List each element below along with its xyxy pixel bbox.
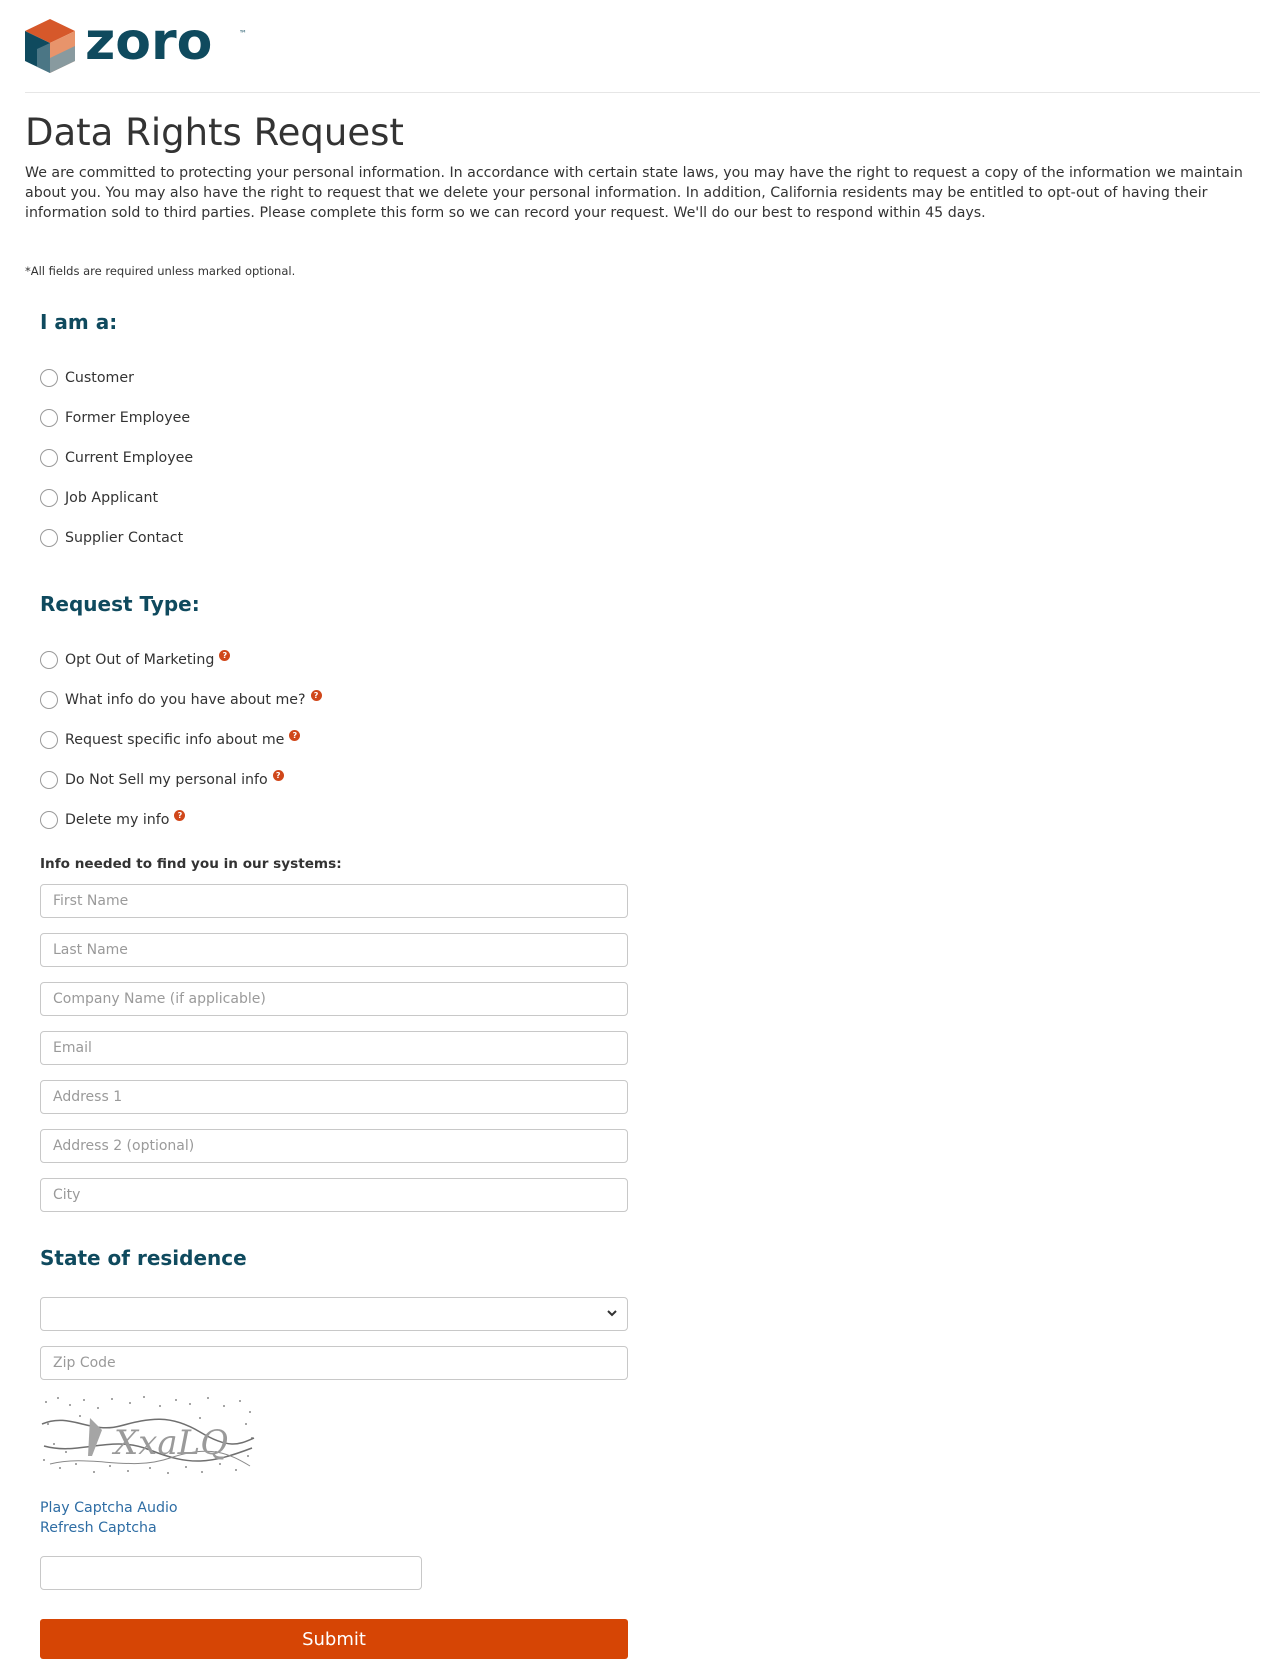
radio-label: Delete my info: [65, 812, 170, 828]
radio-button[interactable]: [40, 811, 58, 829]
intro-text: We are committed to protecting your personal information. In accordance with certain state laws, you may have the right to request a copy of the information we maintain about you. You may also have the right to request that we delete your personal information. In addition, California residents may be entitled to opt-out of having their information sold to third parties. Please complete this form so we can record your request. We'll do our best to respond within 45 days.: [25, 165, 1243, 221]
zoro-logo[interactable]: [25, 12, 247, 73]
request-option-do-not-sell[interactable]: [40, 768, 284, 792]
request-option-what-info[interactable]: [40, 688, 322, 712]
iam-heading: I am a:: [40, 310, 118, 334]
radio-button[interactable]: [40, 731, 58, 749]
info-needed-label: Info needed to find you in our systems:: [40, 856, 342, 872]
help-icon[interactable]: ?: [289, 730, 300, 741]
company-name-input[interactable]: [40, 982, 628, 1016]
captcha-answer-input[interactable]: [40, 1556, 422, 1590]
chevron-down-icon: [605, 1306, 619, 1320]
radio-button[interactable]: [40, 529, 58, 547]
radio-label: Opt Out of Marketing: [65, 652, 215, 668]
state-select[interactable]: [40, 1297, 628, 1331]
address2-input[interactable]: [40, 1129, 628, 1163]
radio-label: Do Not Sell my personal info: [65, 772, 268, 788]
first-name-input[interactable]: [40, 884, 628, 918]
iam-option-customer[interactable]: [40, 366, 134, 390]
radio-label: Customer: [65, 370, 134, 386]
help-icon[interactable]: ?: [219, 650, 230, 661]
request-option-opt-out-marketing[interactable]: [40, 648, 230, 672]
radio-button[interactable]: [40, 409, 58, 427]
radio-label: Current Employee: [65, 450, 194, 466]
help-icon[interactable]: ?: [174, 810, 185, 821]
play-captcha-audio-link[interactable]: Play Captcha Audio: [40, 1500, 178, 1516]
iam-option-supplier-contact[interactable]: [40, 526, 183, 550]
radio-button[interactable]: [40, 651, 58, 669]
iam-option-former-employee[interactable]: [40, 406, 190, 430]
refresh-captcha-link[interactable]: Refresh Captcha: [40, 1520, 157, 1536]
submit-button[interactable]: Submit: [40, 1619, 628, 1659]
city-input[interactable]: [40, 1178, 628, 1212]
captcha-image: [40, 1394, 256, 1476]
header-divider: [25, 92, 1260, 93]
radio-button[interactable]: [40, 369, 58, 387]
radio-label: Former Employee: [65, 410, 191, 426]
help-icon[interactable]: ?: [311, 690, 322, 701]
radio-button[interactable]: [40, 691, 58, 709]
radio-label: What info do you have about me?: [65, 692, 306, 708]
last-name-input[interactable]: [40, 933, 628, 967]
logo-wordmark: zoro: [85, 12, 213, 72]
radio-label: Job Applicant: [65, 490, 159, 506]
page-title: Data Rights Request: [25, 111, 404, 154]
email-input[interactable]: [40, 1031, 628, 1065]
request-option-delete-info[interactable]: [40, 808, 185, 832]
cube-logo-icon: [25, 19, 75, 73]
zip-code-input[interactable]: [40, 1346, 628, 1380]
request-type-heading: Request Type:: [40, 592, 200, 616]
iam-option-job-applicant[interactable]: [40, 486, 158, 510]
radio-button[interactable]: [40, 449, 58, 467]
radio-button[interactable]: [40, 489, 58, 507]
help-icon[interactable]: ?: [273, 770, 284, 781]
iam-option-current-employee[interactable]: [40, 446, 193, 470]
required-fields-note: *All fields are required unless marked optional.: [25, 264, 296, 278]
radio-label: Supplier Contact: [65, 530, 184, 546]
logo-trademark: ™: [239, 29, 247, 38]
state-heading: State of residence: [40, 1246, 247, 1270]
captcha-text: XxaLQ: [114, 1423, 229, 1463]
request-option-specific-info[interactable]: [40, 728, 300, 752]
address1-input[interactable]: [40, 1080, 628, 1114]
radio-label: Request specific info about me: [65, 732, 285, 748]
radio-button[interactable]: [40, 771, 58, 789]
